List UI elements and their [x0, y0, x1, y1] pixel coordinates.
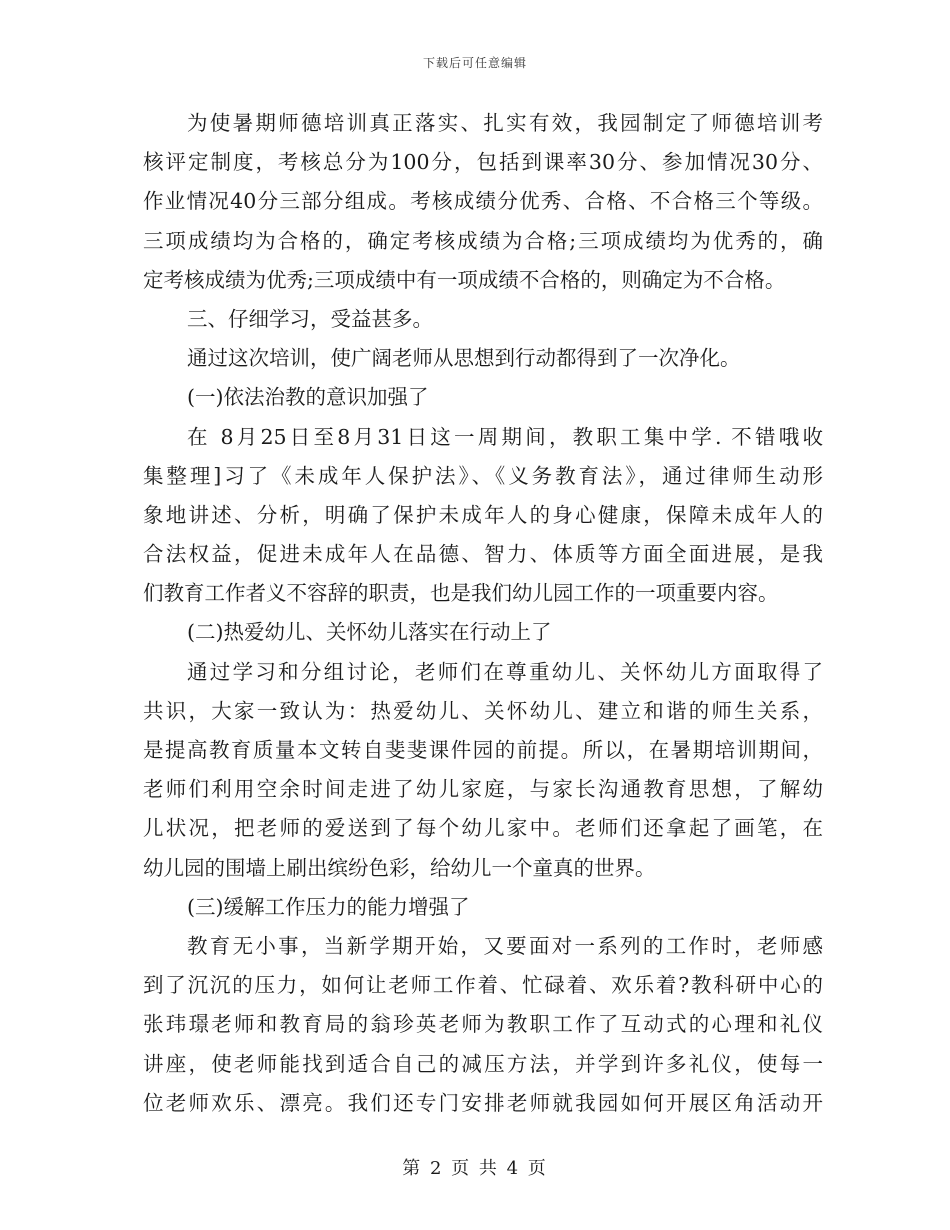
section-heading: 三、仔细学习，受益甚多。: [187, 306, 433, 331]
subsection-heading: (二)热爱幼儿、关怀幼儿落实在行动上了: [187, 620, 552, 645]
paragraph-line: 通过学习和分组讨论，老师们在尊重幼儿、关怀幼儿方面取得了: [187, 659, 823, 684]
paragraph-line: 作业情况40分三部分组成。考核成绩分优秀、合格、不合格三个等级。: [143, 189, 823, 214]
paragraph-line: 合法权益，促进未成年人在品德、智力、体质等方面全面进展，是我: [143, 542, 823, 567]
page-footer: 第 2 页 共 4 页: [402, 1158, 548, 1179]
paragraph-line: 是提高教育质量本文转自斐斐课件园的前提。所以，在暑期培训期间，: [143, 738, 823, 762]
paragraph-line: 张玮璟老师和教育局的翁珍英老师为教职工作了互动式的心理和礼仪: [143, 1012, 823, 1037]
page-header: 下载后可任意编辑: [422, 56, 527, 70]
paragraph-line: 共识，大家一致认为：热爱幼儿、关怀幼儿、建立和谐的师生关系，: [143, 698, 823, 723]
paragraph-line: 位老师欢乐、漂亮。我们还专门安排老师就我园如何开展区角活动开: [143, 1090, 823, 1115]
paragraph-line: 到了沉沉的压力，如何让老师工作着、忙碌着、欢乐着?教科研中心的: [143, 973, 823, 998]
paragraph-line: 幼儿园的围墙上刷出缤纷色彩，给幼儿一个童真的世界。: [143, 855, 656, 880]
paragraph-line: 儿状况，把老师的爱送到了每个幼儿家中。老师们还拿起了画笔，在: [143, 816, 823, 841]
paragraph-line: 在 8月25日至8月31日这一周期间，教职工集中学. 不错哦收: [187, 424, 823, 449]
paragraph-line: 为使暑期师德培训真正落实、扎实有效，我园制定了师德培训考: [187, 111, 823, 135]
paragraph-line: 象地讲述、分析，明确了保护未成年人的身心健康，保障未成年人的: [143, 502, 823, 527]
subsection-heading: (三)缓解工作压力的能力增强了: [187, 894, 470, 919]
paragraph-line: 集整理]习了《未成年人保护法》、《义务教育法》，通过律师生动形: [143, 463, 823, 488]
paragraph-line: 定考核成绩为优秀;三项成绩中有一项成绩不合格的，则确定为不合格。: [143, 267, 786, 292]
paragraph-line: 教育无小事，当新学期开始，又要面对一系列的工作时，老师感: [187, 933, 823, 958]
paragraph-line: 讲座，使老师能找到适合自己的减压方法，并学到许多礼仪，使每一: [143, 1051, 823, 1076]
paragraph-line: 通过这次培训，使广阔老师从思想到行动都得到了一次净化。: [187, 346, 741, 371]
body-text: [143, 104, 823, 1123]
paragraph-line: 们教育工作者义不容辞的职责，也是我们幼儿园工作的一项重要内容。: [143, 581, 779, 606]
paragraph-line: 老师们利用空余时间走进了幼儿家庭，与家长沟通教育思想，了解幼: [143, 777, 823, 802]
subsection-heading: (一)依法治教的意识加强了: [187, 385, 429, 410]
paragraph-line: 核评定制度，考核总分为100分，包括到课率30分、参加情况30分、: [143, 150, 823, 175]
paragraph-line: 三项成绩均为合格的，确定考核成绩为合格;三项成绩均为优秀的，确: [143, 228, 823, 253]
